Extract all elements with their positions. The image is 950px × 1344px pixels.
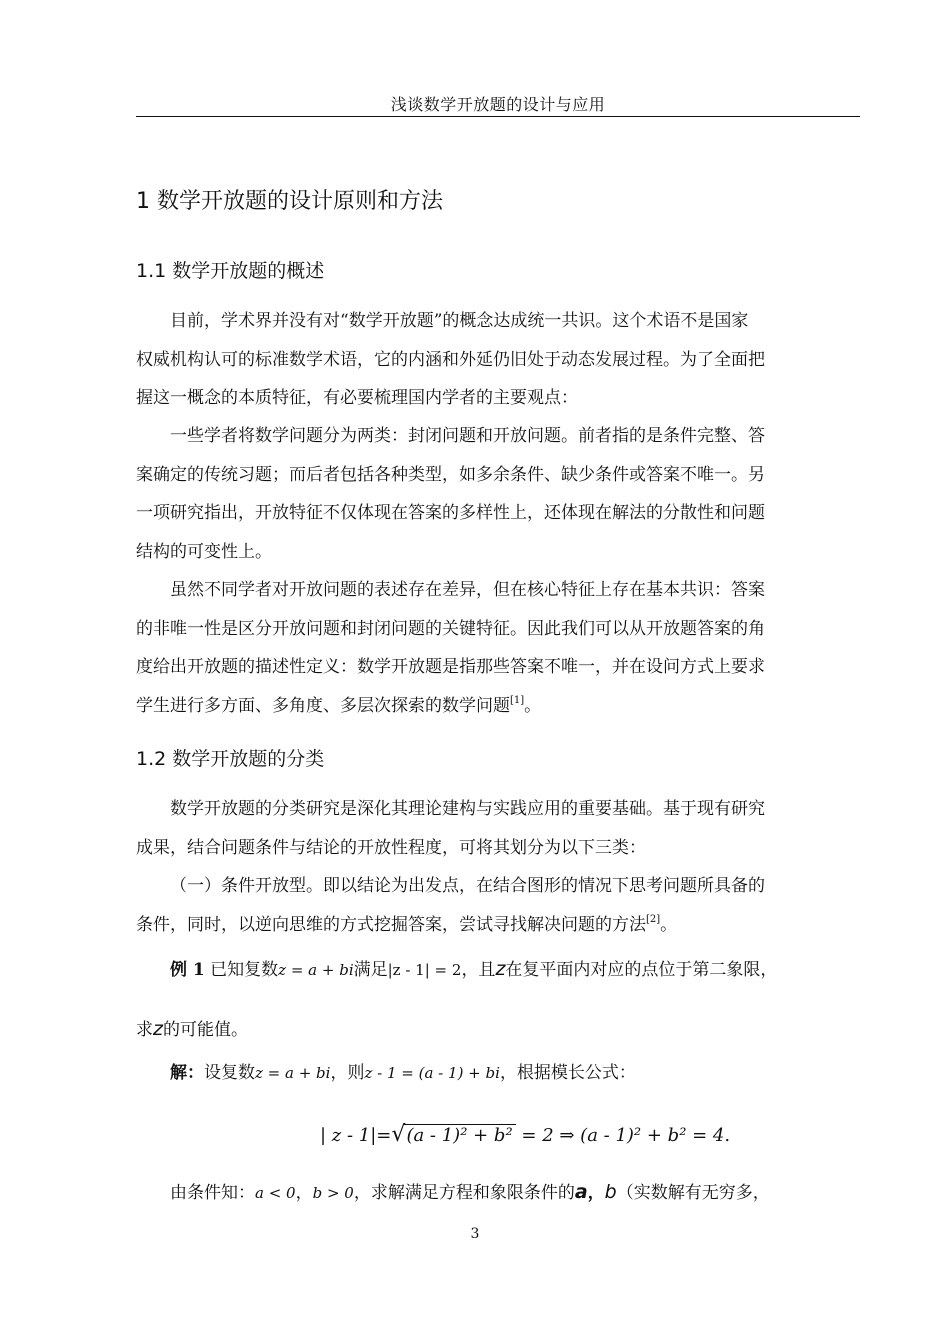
paragraph-line: 一些学者将数学问题分为两类：封闭问题和开放问题。前者指的是条件完整、答 — [170, 426, 765, 446]
solution-text: 设复数 — [204, 1063, 255, 1083]
citation-2: [2] — [646, 913, 661, 925]
math-variable: z — [153, 1018, 163, 1040]
paragraph-definition-intro — [136, 302, 860, 418]
example-label: 例 1 — [170, 960, 205, 980]
solution-text: ， — [587, 1183, 605, 1203]
example-text: 满足 — [353, 960, 388, 980]
modulus-formula — [320, 1122, 730, 1147]
section-title-1-1: 1.1 数学开放题的概述 — [136, 260, 325, 282]
paragraph-line: 的非唯一性是区分开放问题和封闭问题的关键特征。因此我们可以从开放题答案的角 — [136, 618, 765, 639]
solution-conditions-line — [136, 1178, 894, 1203]
chapter-title: 1 数学开放题的设计原则和方法 — [136, 189, 443, 214]
paragraph-line: 结构的可变性上。 — [136, 541, 272, 562]
math-variable: b — [604, 1181, 617, 1203]
solution-text: ，求解满足方程和象限条件的 — [353, 1183, 575, 1203]
paragraph-line-text: 学生进行多方面、多角度、多层次探索的数学问题 — [136, 695, 510, 716]
example-text: 求 — [136, 1020, 153, 1040]
solution-line-1 — [136, 1058, 894, 1083]
paragraph-line: （一）条件开放型。即以结论为出发点，在结合图形的情况下思考问题所具备的 — [170, 876, 765, 896]
example-1-line-1 — [136, 955, 894, 980]
solution-text: ， — [295, 1183, 313, 1203]
math-variable: a — [574, 1181, 588, 1203]
formula-radicand: (a - 1)² + b² — [404, 1124, 515, 1146]
math-expression: a < 0 — [255, 1184, 296, 1202]
solution-text: 由条件知： — [170, 1183, 255, 1203]
paragraph-line: 案确定的传统习题；而后者包括各种类型，如多余条件、缺少条件或答案不唯一。另 — [136, 464, 765, 485]
math-expression: z = a + bi — [255, 1064, 331, 1082]
solution-text: （实数解有无穷多， — [616, 1183, 770, 1203]
paragraph-line: 握这一概念的本质特征，有必要梳理国内学者的主要观点： — [136, 388, 578, 408]
paragraph-line: 目前，学术界并没有对“数学开放题”的概念达成统一共识。这个术语不是国家 — [170, 311, 749, 331]
page-number: 3 — [470, 1226, 480, 1242]
paragraph-line — [136, 906, 860, 945]
math-expression: |z - 1| = 2 — [387, 961, 462, 979]
paragraph-end-mark: 。 — [524, 695, 542, 716]
formula-lhs: | z - 1|= — [320, 1125, 392, 1146]
example-text: ，且 — [461, 960, 496, 980]
math-expression: z - 1 = (a - 1) + bi — [364, 1064, 500, 1082]
paragraph-classification-view — [136, 417, 860, 571]
paragraph-line: 一项研究指出，开放特征不仅体现在答案的多样性上，还体现在解法的分散性和问题 — [136, 503, 765, 523]
paragraph-consensus — [136, 571, 860, 725]
solution-label: 解： — [170, 1063, 204, 1083]
paragraph-line — [136, 687, 860, 726]
paragraph-line: 数学开放题的分类研究是深化其理论建构与实践应用的重要基础。基于现有研究 — [170, 799, 765, 819]
paragraph-line-text: 条件，同时，以逆向思维的方式挖掘答案，尝试寻找解决问题的方法 — [136, 914, 646, 935]
paragraph-condition-open — [136, 867, 860, 944]
formula-end: . — [724, 1125, 731, 1146]
citation-1: [1] — [510, 694, 525, 706]
math-variable: z — [495, 958, 506, 980]
running-header: 浅谈数学开放题的设计与应用 — [390, 95, 606, 114]
paragraph-end-mark: 。 — [660, 914, 678, 935]
math-expression: b > 0 — [312, 1184, 354, 1202]
paragraph-line: 度给出开放题的描述性定义：数学开放题是指那些答案不唯一，并在设问方式上要求 — [136, 657, 765, 677]
paragraph-line: 权威机构认可的标准数学术语，它的内涵和外延仍旧处于动态发展过程。为了全面把 — [136, 349, 765, 370]
formula-rhs: = 2 ⇒ (a - 1)² + b² = 4 — [515, 1125, 725, 1146]
solution-text: ，则 — [330, 1063, 365, 1083]
example-text: 已知复数 — [210, 960, 279, 980]
example-text: 在复平面内对应的点位于第二象限， — [505, 960, 778, 980]
paragraph-line: 虽然不同学者对开放问题的表述存在差异，但在核心特征上存在基本共识：答案 — [170, 580, 765, 600]
example-1-line-2 — [136, 1015, 860, 1040]
solution-text: ，根据模长公式： — [499, 1063, 636, 1083]
header-rule — [136, 116, 860, 117]
paragraph-classification-basis — [136, 790, 860, 867]
paragraph-line: 成果，结合问题条件与结论的开放性程度，可将其划分为以下三类： — [136, 837, 646, 858]
math-expression: z = a + bi — [278, 961, 354, 979]
radical-sign: √ — [391, 1122, 406, 1147]
section-title-1-2: 1.2 数学开放题的分类 — [136, 748, 325, 770]
example-text: 的可能值。 — [162, 1020, 248, 1040]
